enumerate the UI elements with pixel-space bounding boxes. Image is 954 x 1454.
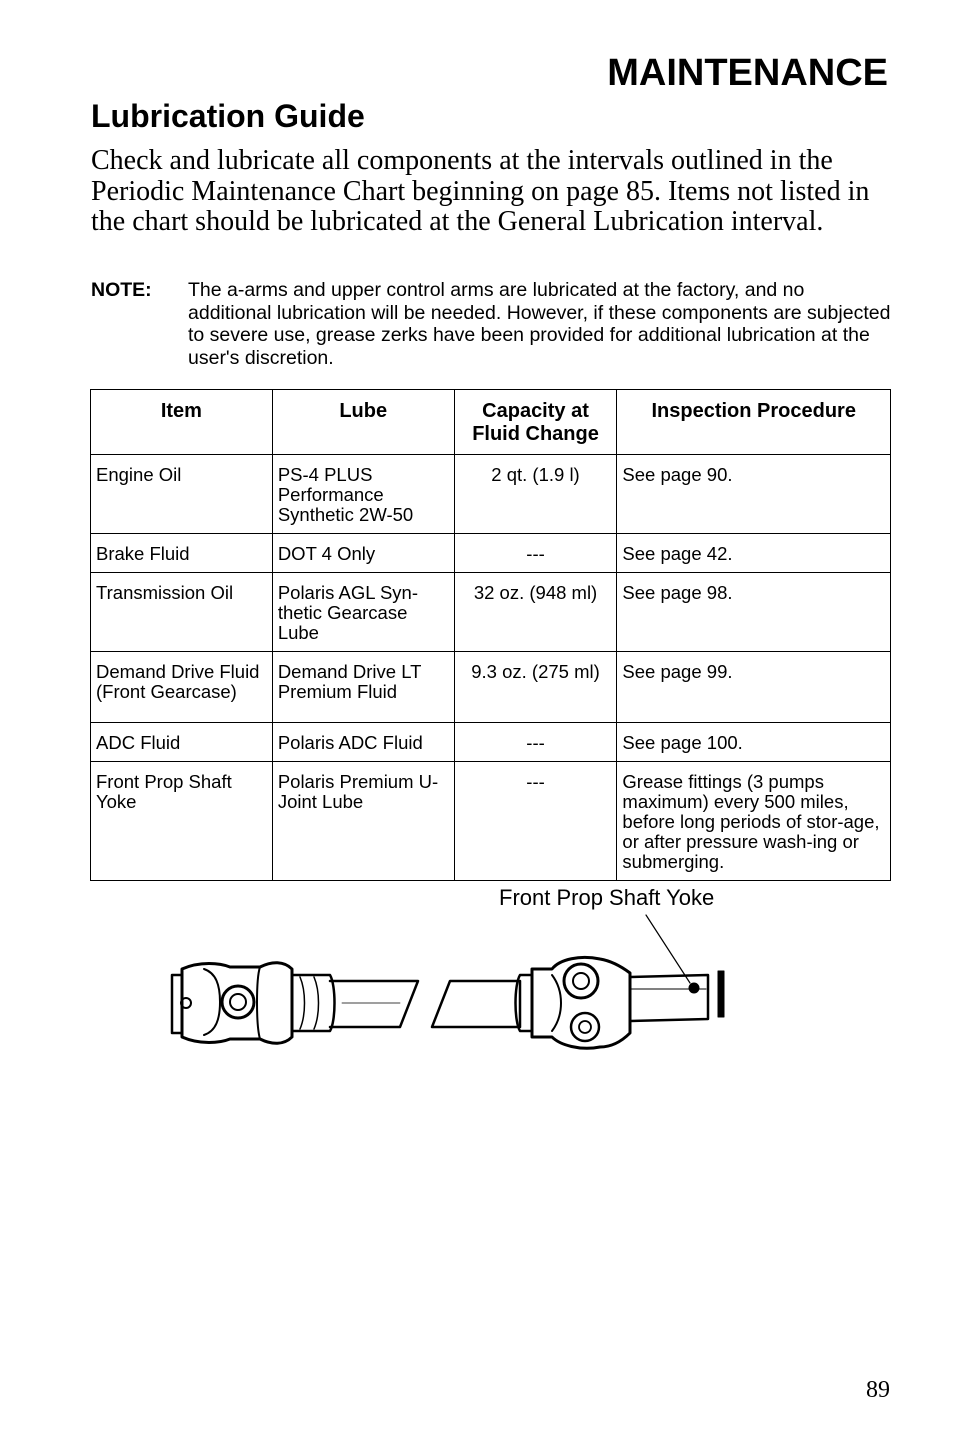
cell-lube: Polaris Premium U-Joint Lube <box>272 762 454 881</box>
cell-procedure: Grease fittings (3 pumps maximum) every 500 miles, before long periods of stor-age, or after pressure wash-ing or submerging. <box>617 762 891 881</box>
cell-item: Brake Fluid <box>91 534 273 573</box>
cell-capacity: 9.3 oz. (275 ml) <box>454 652 617 723</box>
right-ujoint-bearing-top <box>564 964 598 998</box>
cell-procedure: See page 90. <box>617 455 891 534</box>
column-header-capacity: Capacity at Fluid Change <box>454 390 617 455</box>
cell-procedure: See page 42. <box>617 534 891 573</box>
table-row <box>91 573 891 652</box>
right-yoke-body <box>532 957 630 1048</box>
column-header-item: Item <box>91 390 273 455</box>
cell-capacity: --- <box>454 534 617 573</box>
table-row <box>91 723 891 762</box>
table-header-row <box>91 390 891 455</box>
cell-item: Engine Oil <box>91 455 273 534</box>
cell-capacity: 2 qt. (1.9 l) <box>454 455 617 534</box>
note-block <box>91 279 891 369</box>
right-shaft-collar <box>516 975 533 1031</box>
cell-procedure: See page 98. <box>617 573 891 652</box>
cell-lube: Demand Drive LT Premium Fluid <box>272 652 454 723</box>
table-row <box>91 652 891 723</box>
cell-item: Front Prop Shaft Yoke <box>91 762 273 881</box>
cell-capacity: 32 oz. (948 ml) <box>454 573 617 652</box>
shaft-left-section <box>330 981 418 1027</box>
shaft-right-section <box>432 981 520 1027</box>
cell-lube: DOT 4 Only <box>272 534 454 573</box>
cell-lube: PS-4 PLUS Performance Synthetic 2W-50 <box>272 455 454 534</box>
column-header-procedure: Inspection Procedure <box>617 390 891 455</box>
left-yoke-fork-bottom <box>204 1002 220 1035</box>
table-row <box>91 534 891 573</box>
right-slip-yoke <box>630 975 708 1021</box>
cell-lube: Polaris ADC Fluid <box>272 723 454 762</box>
figure-callout-label: Front Prop Shaft Yoke <box>499 885 715 910</box>
left-yoke-fork-top <box>204 969 220 1002</box>
left-yoke-body <box>182 963 292 1044</box>
cell-procedure: See page 99. <box>617 652 891 723</box>
cell-item: Demand Drive Fluid (Front Gearcase) <box>91 652 273 723</box>
lubrication-table <box>90 389 891 881</box>
left-shaft-collar <box>292 975 335 1031</box>
left-ujoint-bearing <box>222 986 254 1018</box>
cell-procedure: See page 100. <box>617 723 891 762</box>
left-ujoint-bearing-inner <box>230 994 246 1010</box>
page-heading: Lubrication Guide <box>91 98 365 134</box>
section-title: MAINTENANCE <box>607 52 888 94</box>
note-text: The a-arms and upper control arms are lubricated at the factory, and no additional lubrication will be needed. However, if these components are subjected to severe use, grease zerks have been provided for additional lubrication at the user's discretion. <box>188 279 891 369</box>
grease-fitting <box>689 983 699 993</box>
cell-capacity: --- <box>454 723 617 762</box>
shaft-end-ring <box>718 971 724 1017</box>
cell-capacity: --- <box>454 762 617 881</box>
table-row <box>91 455 891 534</box>
cell-lube: Polaris AGL Syn-thetic Gearcase Lube <box>272 573 454 652</box>
callout-leader-line <box>646 915 690 983</box>
prop-shaft-illustration <box>160 905 760 1055</box>
right-ujoint-bearing-bottom <box>571 1013 599 1041</box>
left-yoke-fork-right <box>257 967 260 1039</box>
note-label: NOTE: <box>91 279 152 301</box>
page-number: 89 <box>866 1377 890 1403</box>
cell-item: Transmission Oil <box>91 573 273 652</box>
table-row <box>91 762 891 881</box>
intro-paragraph: Check and lubricate all components at the intervals outlined in the Periodic Maintenance Chart beginning on page 85. Items not listed in the chart should be lubricated at the General Lubrication interval. <box>91 145 870 237</box>
cell-item: ADC Fluid <box>91 723 273 762</box>
column-header-lube: Lube <box>272 390 454 455</box>
